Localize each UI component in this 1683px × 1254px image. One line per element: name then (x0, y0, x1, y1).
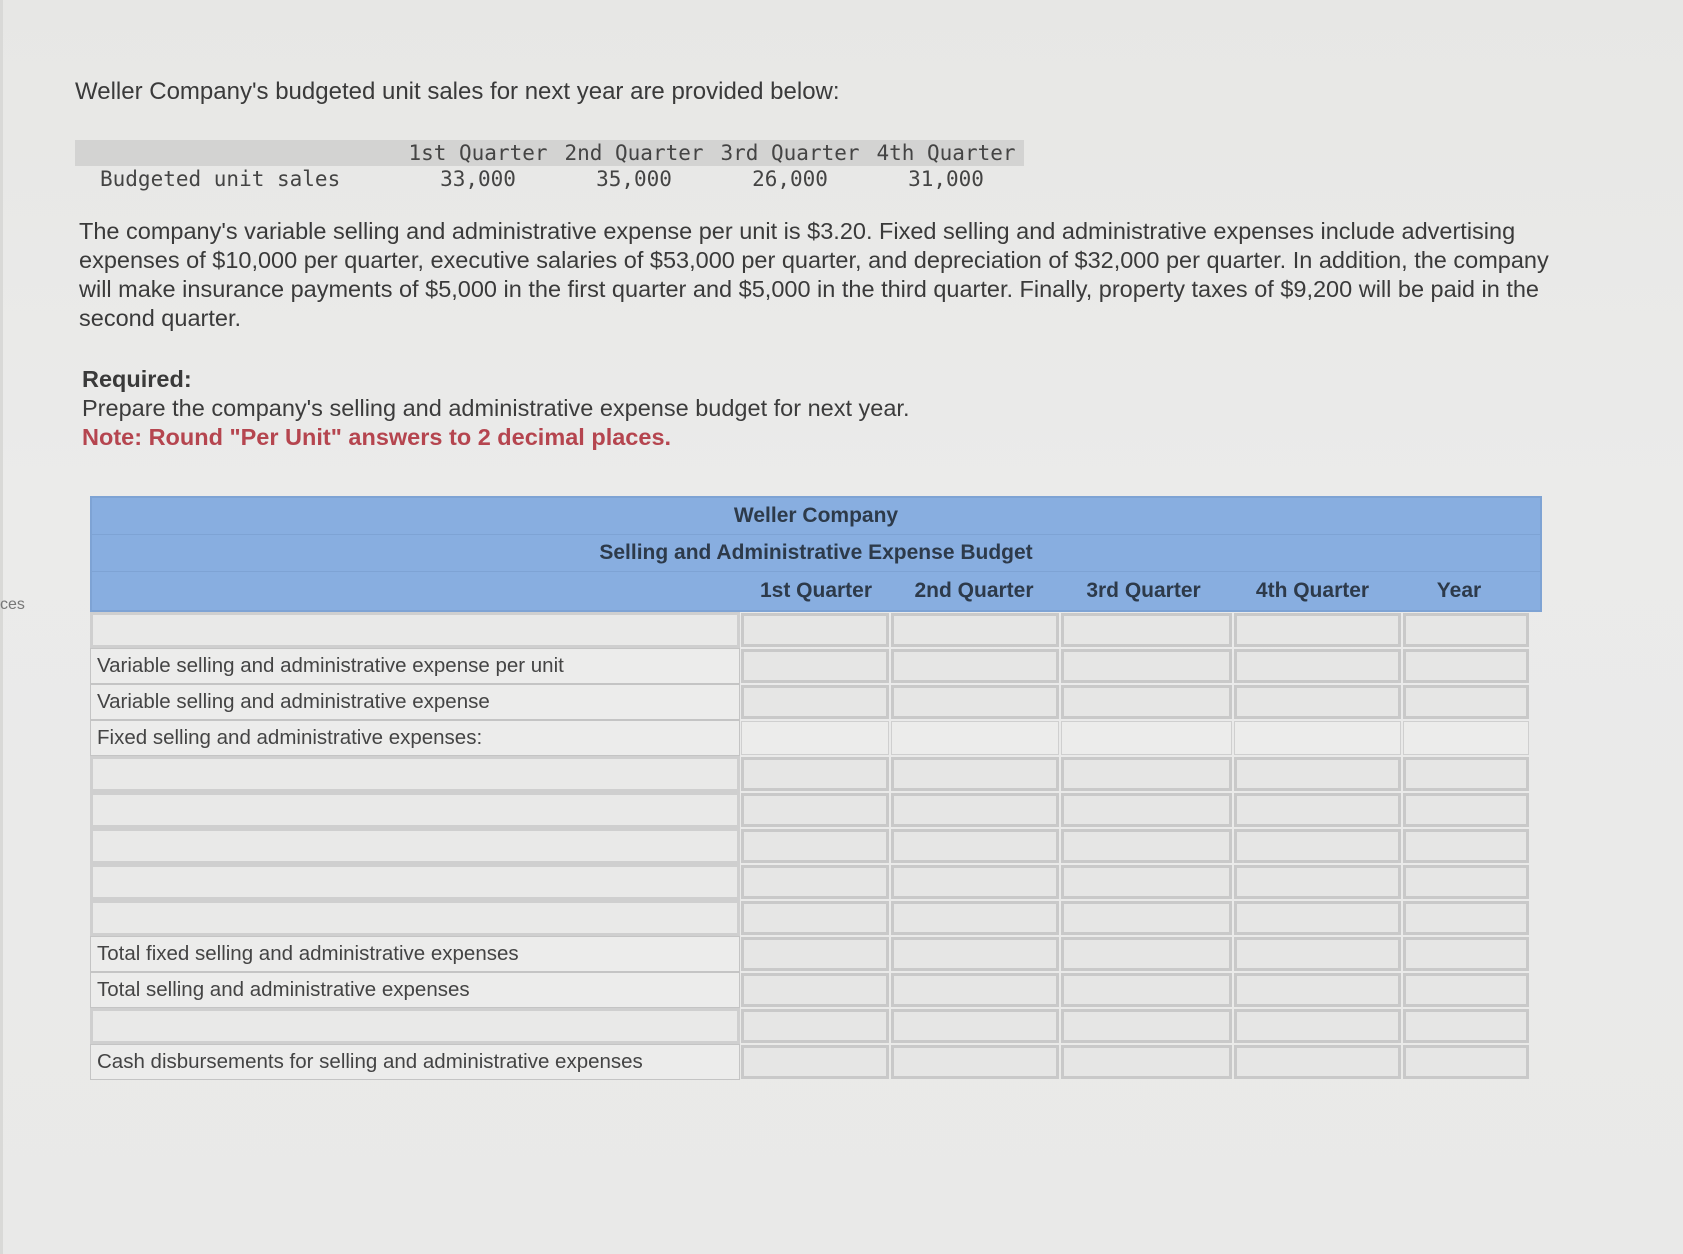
q1-input[interactable] (741, 829, 889, 863)
required-text: Prepare the company's selling and administrative expense budget for next year. (82, 395, 910, 421)
table-row (90, 792, 1542, 828)
q3-input[interactable] (1061, 1009, 1232, 1043)
column-headers (92, 572, 1540, 610)
q3-input[interactable] (1061, 973, 1232, 1007)
empty-cell (741, 721, 889, 755)
q2-input[interactable] (891, 901, 1059, 935)
year-input[interactable] (1403, 901, 1529, 935)
q2-input[interactable] (891, 793, 1059, 827)
table-row (90, 1008, 1542, 1044)
window-edge (0, 0, 3, 1254)
q4-input[interactable] (1234, 901, 1401, 935)
row-label-input[interactable] (90, 900, 740, 936)
q4-input[interactable] (1234, 613, 1401, 647)
year-input[interactable] (1403, 973, 1529, 1007)
budget-form (90, 496, 1542, 1080)
empty-cell (1403, 721, 1529, 755)
row-label-input[interactable] (90, 756, 740, 792)
q1-input[interactable] (741, 1009, 889, 1043)
row-label-input[interactable] (90, 1008, 740, 1044)
q4-input[interactable] (1234, 649, 1401, 683)
row-label-input[interactable] (90, 864, 740, 900)
q4-input[interactable] (1234, 865, 1401, 899)
table-row (90, 1044, 1542, 1080)
row-label: Variable selling and administrative expense per unit (90, 648, 740, 684)
q1-input[interactable] (741, 937, 889, 971)
row-label-input[interactable] (90, 792, 740, 828)
q4-input[interactable] (1234, 1045, 1401, 1079)
q1-input[interactable] (741, 685, 889, 719)
sidebar-fragment: ces (0, 596, 25, 613)
q2-input[interactable] (891, 865, 1059, 899)
q3-input[interactable] (1061, 901, 1232, 935)
sales-table (75, 140, 1024, 192)
q4-input[interactable] (1234, 1009, 1401, 1043)
q3-input[interactable] (1061, 865, 1232, 899)
q3-input[interactable] (1061, 685, 1232, 719)
intro-text: Weller Company's budgeted unit sales for next year are provided below: (75, 78, 840, 105)
year-input[interactable] (1403, 865, 1529, 899)
q1-input[interactable] (741, 613, 889, 647)
q1-input[interactable] (741, 757, 889, 791)
required-title: Required: (82, 366, 192, 392)
q2-input[interactable] (891, 1045, 1059, 1079)
q2-input[interactable] (891, 649, 1059, 683)
q4-input[interactable] (1234, 937, 1401, 971)
q2-input[interactable] (891, 829, 1059, 863)
column-header-q3: 3rd Quarter (1086, 579, 1201, 602)
sales-header: 1st Quarter (400, 140, 556, 166)
year-input[interactable] (1403, 1009, 1529, 1043)
table-row (90, 828, 1542, 864)
q3-input[interactable] (1061, 937, 1232, 971)
q2-input[interactable] (891, 1009, 1059, 1043)
q3-input[interactable] (1061, 757, 1232, 791)
year-input[interactable] (1403, 793, 1529, 827)
table-row (90, 684, 1542, 720)
row-label: Total fixed selling and administrative expenses (90, 936, 740, 972)
q4-input[interactable] (1234, 757, 1401, 791)
q4-input[interactable] (1234, 829, 1401, 863)
sales-header: 2nd Quarter (556, 140, 712, 166)
year-input[interactable] (1403, 937, 1529, 971)
q3-input[interactable] (1061, 649, 1232, 683)
q4-input[interactable] (1234, 685, 1401, 719)
q3-input[interactable] (1061, 613, 1232, 647)
q4-input[interactable] (1234, 793, 1401, 827)
q2-input[interactable] (891, 757, 1059, 791)
year-input[interactable] (1403, 829, 1529, 863)
q3-input[interactable] (1061, 829, 1232, 863)
year-input[interactable] (1403, 649, 1529, 683)
sales-header-blank (75, 140, 400, 166)
table-row (90, 756, 1542, 792)
year-input[interactable] (1403, 1045, 1529, 1079)
q3-input[interactable] (1061, 793, 1232, 827)
q1-input[interactable] (741, 901, 889, 935)
table-row (90, 936, 1542, 972)
required-section (82, 365, 909, 452)
sales-value: 26,000 (752, 167, 828, 191)
sales-value-row (75, 166, 1024, 192)
q1-input[interactable] (741, 865, 889, 899)
empty-cell (1061, 721, 1232, 755)
q2-input[interactable] (891, 937, 1059, 971)
problem-description: The company's variable selling and administrative expense per unit is $3.20. Fixed selling and administrative expenses include advertising expenses of $10,000 per quarter, executive salaries of $53,000 per quarter, and depreciation of $32,000 per quarter. In addition, the company will make insurance payments of $5,000 in the first quarter and $5,000 in the third quarter. Finally, property taxes of $9,200 will be paid in the second quarter. (79, 218, 1549, 331)
column-header-blank (92, 572, 742, 610)
table-row (90, 972, 1542, 1008)
q1-input[interactable] (741, 793, 889, 827)
sales-header: 3rd Quarter (712, 140, 868, 166)
budget-title: Selling and Administrative Expense Budget (92, 535, 1540, 572)
q1-input[interactable] (741, 1045, 889, 1079)
q2-input[interactable] (891, 613, 1059, 647)
empty-cell (1234, 721, 1401, 755)
table-row (90, 864, 1542, 900)
column-header-q1: 1st Quarter (759, 579, 873, 602)
row-label: Cash disbursements for selling and administrative expenses (90, 1044, 740, 1080)
column-header-q2: 2nd Quarter (914, 579, 1034, 602)
budget-header (90, 496, 1542, 612)
empty-cell (891, 721, 1059, 755)
q4-input[interactable] (1234, 973, 1401, 1007)
q1-input[interactable] (741, 973, 889, 1007)
budget-grid (90, 612, 1542, 1080)
row-label: Total selling and administrative expenses (90, 972, 740, 1008)
q2-input[interactable] (891, 973, 1059, 1007)
table-row (90, 900, 1542, 936)
column-header-q4: 4th Quarter (1255, 579, 1370, 602)
table-row (90, 612, 1542, 648)
year-input[interactable] (1403, 685, 1529, 719)
year-input[interactable] (1403, 757, 1529, 791)
sales-value: 33,000 (440, 167, 516, 191)
row-label-input[interactable] (90, 828, 740, 864)
year-input[interactable] (1403, 613, 1529, 647)
sales-value: 31,000 (908, 167, 984, 191)
sales-label: Budgeted unit sales (100, 167, 341, 191)
q3-input[interactable] (1061, 1045, 1232, 1079)
rounding-note: Note: Round "Per Unit" answers to 2 decimal places. (82, 424, 672, 450)
row-label: Fixed selling and administrative expenses: (90, 720, 740, 756)
q1-input[interactable] (741, 649, 889, 683)
row-label: Variable selling and administrative expense (90, 684, 740, 720)
sales-header: 4th Quarter (868, 140, 1024, 166)
q2-input[interactable] (891, 685, 1059, 719)
table-row (90, 648, 1542, 684)
company-name: Weller Company (92, 498, 1540, 535)
sales-header-row (75, 140, 1024, 166)
row-label-input[interactable] (90, 612, 740, 648)
table-row (90, 720, 1542, 756)
sales-value: 35,000 (596, 167, 672, 191)
column-header-year: Year (1436, 579, 1482, 602)
